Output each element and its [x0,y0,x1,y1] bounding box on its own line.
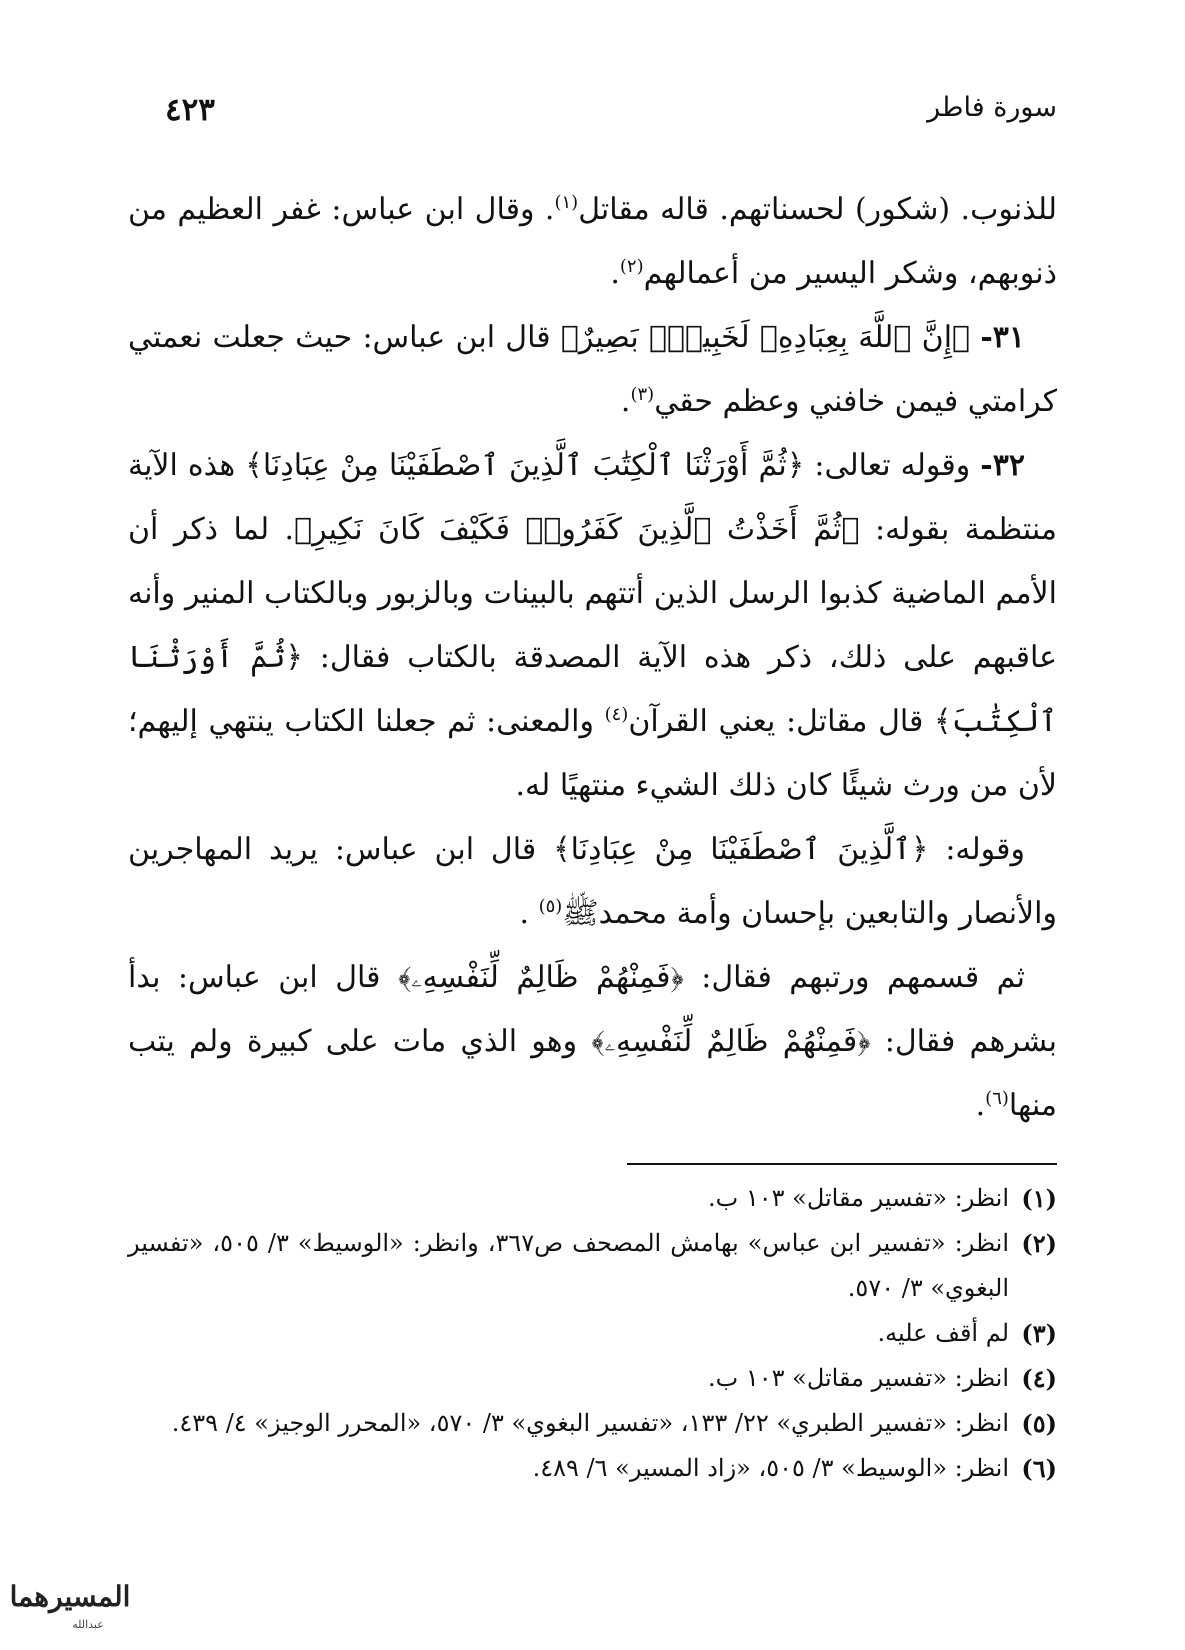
text-run: . وقال ابن عباس: غفر العظيم من ذنوبهم، وشكر اليسير من أعمالهم [128,192,1057,291]
paragraph-1 [128,178,1057,306]
surah-title: سورة فاطر [927,92,1057,123]
text-run: . [975,1088,986,1123]
footnote-number: (٤) [1021,1364,1057,1393]
paragraph-2 [128,306,1057,434]
text-run: قال ابن عباس: حيث جعلت نعمتي كرامتي فيمن خافني وعظم حقي [128,320,1057,419]
footnote-marker: (١) [554,192,579,213]
paragraph-3 [128,434,1057,818]
verse-number: ٣٢- [980,448,1025,483]
footnote-item [128,1221,1057,1311]
page-header [165,92,1057,132]
text-run: وقوله تعالى: [804,448,981,483]
svg-text:عبدالله: عبدالله [72,1618,104,1631]
text-run: وقوله: [928,832,1025,867]
footnote-text: انظر: «تفسير مقاتل» ١٠٣ ب. [707,1364,1009,1392]
text-run: . [519,896,539,931]
footnote-marker: (٢) [619,256,644,277]
paragraph-4 [128,818,1057,946]
footnote-marker: (٣) [630,384,655,405]
main-text [128,178,1057,1138]
text-run: هذه الآية منتظمة بقوله: [128,448,1057,547]
footnote-text: انظر: «الوسيط» ٣/ ٥٠٥، «زاد المسير» ٦/ ٤٨٩. [532,1454,1009,1482]
footnote-item [128,1176,1057,1221]
footnote-number: (١) [1021,1184,1057,1213]
footnote-item [128,1446,1057,1491]
footnote-number: (٦) [1021,1454,1057,1483]
footnote-text: لم أقف عليه. [877,1319,1009,1347]
quran-quote: ﴿ثُمَّ أَوْرَثْنَا ٱلْكِتَٰبَ ٱلَّذِينَ ٱصْطَفَيْنَا مِنْ عِبَادِنَا﴾ [245,448,805,483]
quran-quote: ﴿فَمِنْهُمْ ظَالِمٌ لِّنَفْسِهِۦ﴾ [397,960,684,995]
svg-text:المسيرهما: المسيرهما [10,1580,130,1613]
verse-number: ٣١- [980,320,1025,355]
quran-quote: ﴿إِنَّ ٱللَّهَ بِعِبَادِهِۦ لَخَبِيرٌۢ بَصِيرٌ﴾ [560,320,971,355]
text-run: قال ابن عباس: بدأ بشرهم فقال: [128,960,1057,1059]
footnote-text: انظر: «تفسير مقاتل» ١٠٣ ب. [707,1184,1009,1212]
quran-quote: ﴿ٱلَّذِينَ ٱصْطَفَيْنَا مِنْ عِبَادِنَا﴾ [553,832,929,867]
text-run: وهو الذي مات على كبيرة ولم يتب منها [128,1024,1057,1123]
footnote-marker: (٤) [604,704,629,725]
publisher-stamp-logo [10,1570,130,1640]
quran-quote: ﴿ثُمَّ أَوْرَثْنَا ٱلْكِتَٰبَ﴾ [128,640,1058,739]
quran-quote: ﴿فَمِنْهُمْ ظَالِمٌ لِّنَفْسِهِۦ﴾ [591,1024,871,1059]
text-run: . [610,256,620,291]
text-run: . [620,384,631,419]
text-run: والمعنى: ثم جعلنا الكتاب ينتهي إليهم؛ لأن من ورث شيئًا كان ذلك الشيء منتهيًا له. [128,704,1057,803]
quran-quote: ﴿ثُمَّ أَخَذْتُ ٱلَّذِينَ كَفَرُوا۟ فَكَيْفَ كَانَ نَكِيرِ﴾ [294,512,860,547]
salutation-glyph: ﷺ [562,896,599,931]
footnote-number: (٥) [1021,1409,1057,1438]
footnote-item [128,1401,1057,1446]
footnote-item [128,1356,1057,1401]
footnote-number: (٢) [1021,1229,1057,1258]
footnote-item [128,1311,1057,1356]
footnote-text: انظر: «تفسير الطبري» ٢٢/ ١٣٣، «تفسير البغوي» ٣/ ٥٧٠، «المحرر الوجيز» ٤/ ٤٣٩. [171,1409,1009,1437]
paragraph-5 [128,946,1057,1138]
text-run: . لما ذكر أن الأمم الماضية كذبوا الرسل الذين أتتهم بالبينات وبالزبور وبالكتاب المنير وأنه عاقبهم على ذلك، ذكر هذه الآية المصدقة بالكتاب فقال: [128,512,1057,675]
footnote-number: (٣) [1021,1319,1057,1348]
text-run: قال مقاتل: يعني القرآن [628,704,934,739]
page-number: ٤٢٣ [165,92,215,128]
footnote-text: انظر: «تفسير ابن عباس» بهامش المصحف ص٣٦٧، وانظر: «الوسيط» ٣/ ٥٠٥، «تفسير البغوي» ٣/ ٥٧٠. [128,1229,1009,1302]
text-run: ثم قسمهم ورتبهم فقال: [683,960,1025,995]
footnote-divider [627,1163,1057,1165]
footnote-marker: (٦) [985,1088,1009,1109]
text-run: للذنوب. (شكور) لحسناتهم. قاله مقاتل [578,192,1057,227]
text-run: قال ابن عباس: يريد المهاجرين والأنصار والتابعين بإحسان وأمة محمد [128,832,1057,931]
footnote-marker: (٥) [538,896,563,917]
footnotes [128,1176,1057,1491]
